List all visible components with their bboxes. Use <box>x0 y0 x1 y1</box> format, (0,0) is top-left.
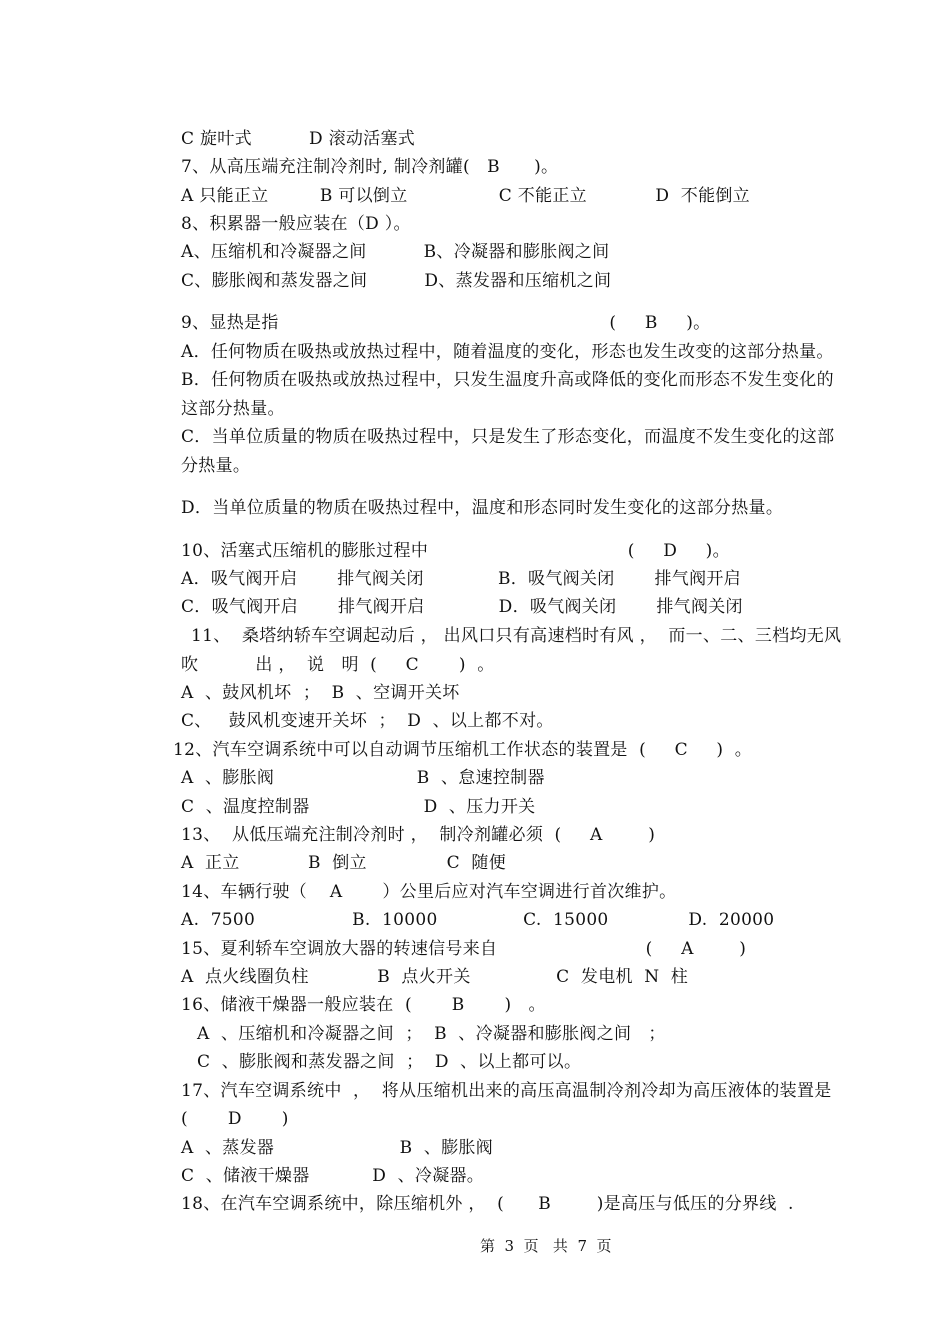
question-18: 18、在汽车空调系统中，除压缩机外 ， ( B )是高压与低压的分界线 . <box>181 1194 794 1214</box>
options-10-cd: C．吸气阀开启 排气阀开启 D．吸气阀关闭 排气阀关闭 <box>181 597 743 617</box>
question-10: 10、活塞式压缩机的膨胀过程中 ( D )。 <box>181 541 730 561</box>
question-8: 8、积累器一般应装在（D ）。 <box>181 214 411 234</box>
option-9-b: B．任何物质在吸热或放热过程中，只发生温度升高或降低的变化而形态不发生变化的 <box>181 370 834 390</box>
options-8-cd: C、膨胀阀和蒸发器之间 D、蒸发器和压缩机之间 <box>181 271 612 291</box>
options-10-ab: A．吸气阀开启 排气阀关闭 B．吸气阀关闭 排气阀开启 <box>181 569 741 589</box>
question-7: 7、从高压端充注制冷剂时, 制冷剂罐( B )。 <box>181 157 559 177</box>
options-11-ab: A 、鼓风机坏 ； B 、空调开关坏 <box>181 683 460 703</box>
question-16: 16、储液干燥器一般应装在 ( B ) 。 <box>181 995 546 1015</box>
options-17-ab: A 、蒸发器 B 、膨胀阀 <box>181 1138 494 1158</box>
option-9-d: D．当单位质量的物质在吸热过程中，温度和形态同时发生变化的这部分热量。 <box>181 498 784 518</box>
options-16-ab: A 、压缩机和冷凝器之间 ； B 、冷凝器和膨胀阀之间 ； <box>197 1024 666 1044</box>
question-17: 17、汽车空调系统中 ， 将从压缩机出来的高压高温制冷剂冷却为高压液体的装置是 <box>181 1081 832 1101</box>
options-12-cd: C 、温度控制器 D 、压力开关 <box>181 797 536 817</box>
question-15: 15、夏利轿车空调放大器的转速信号来自 ( A ) <box>181 939 747 959</box>
options-7: A 只能正立 B 可以倒立 C 不能正立 D 不能倒立 <box>181 186 750 206</box>
question-13: 13、 从低压端充注制冷剂时 ， 制冷剂罐必须 ( A ) <box>181 825 656 845</box>
text-line: C 旋叶式 D 滚动活塞式 <box>181 129 416 149</box>
options-11-cd: C、 鼓风机变速开关坏 ； D 、以上都不对。 <box>181 711 554 731</box>
question-14: 14、车辆行驶（ A ）公里后应对汽车空调进行首次维护。 <box>181 882 677 902</box>
question-12: 12、汽车空调系统中可以自动调节压缩机工作状态的装置是 ( C ) 。 <box>173 740 753 760</box>
question-17-answer: ( D ) <box>181 1109 289 1129</box>
options-15: A 点火线圈负柱 B 点火开关 C 发电机 N 柱 <box>181 967 689 987</box>
options-13: A 正立 B 倒立 C 随便 <box>181 853 506 873</box>
options-12-ab: A 、膨胀阀 B 、怠速控制器 <box>181 768 545 788</box>
page-number: 第 3 页 共 7 页 <box>480 1237 612 1255</box>
options-8-ab: A、压缩机和冷凝器之间 B、冷凝器和膨胀阀之间 <box>181 242 610 262</box>
question-11: 11、 桑塔纳轿车空调起动后 ， 出风口只有高速档时有风 ， 而一、二、三档均无风 <box>191 626 842 646</box>
question-11-cont: 吹 出 ， 说 明 ( C ) 。 <box>181 655 495 675</box>
option-9-c-cont: 分热量。 <box>181 456 251 476</box>
options-17-cd: C 、储液干燥器 D 、冷凝器。 <box>181 1166 485 1186</box>
question-9: 9、显热是指 ( B )。 <box>181 313 711 333</box>
option-9-a: A．任何物质在吸热或放热过程中，随着温度的变化，形态也发生改变的这部分热量。 <box>181 342 834 362</box>
option-9-b-cont: 这部分热量。 <box>181 399 285 419</box>
options-16-cd: C 、膨胀阀和蒸发器之间 ； D 、以上都可以。 <box>197 1052 582 1072</box>
options-14: A. 7500 B. 10000 C. 15000 D. 20000 <box>181 910 775 930</box>
option-9-c: C．当单位质量的物质在吸热过程中，只是发生了形态变化，而温度不发生变化的这部 <box>181 427 835 447</box>
